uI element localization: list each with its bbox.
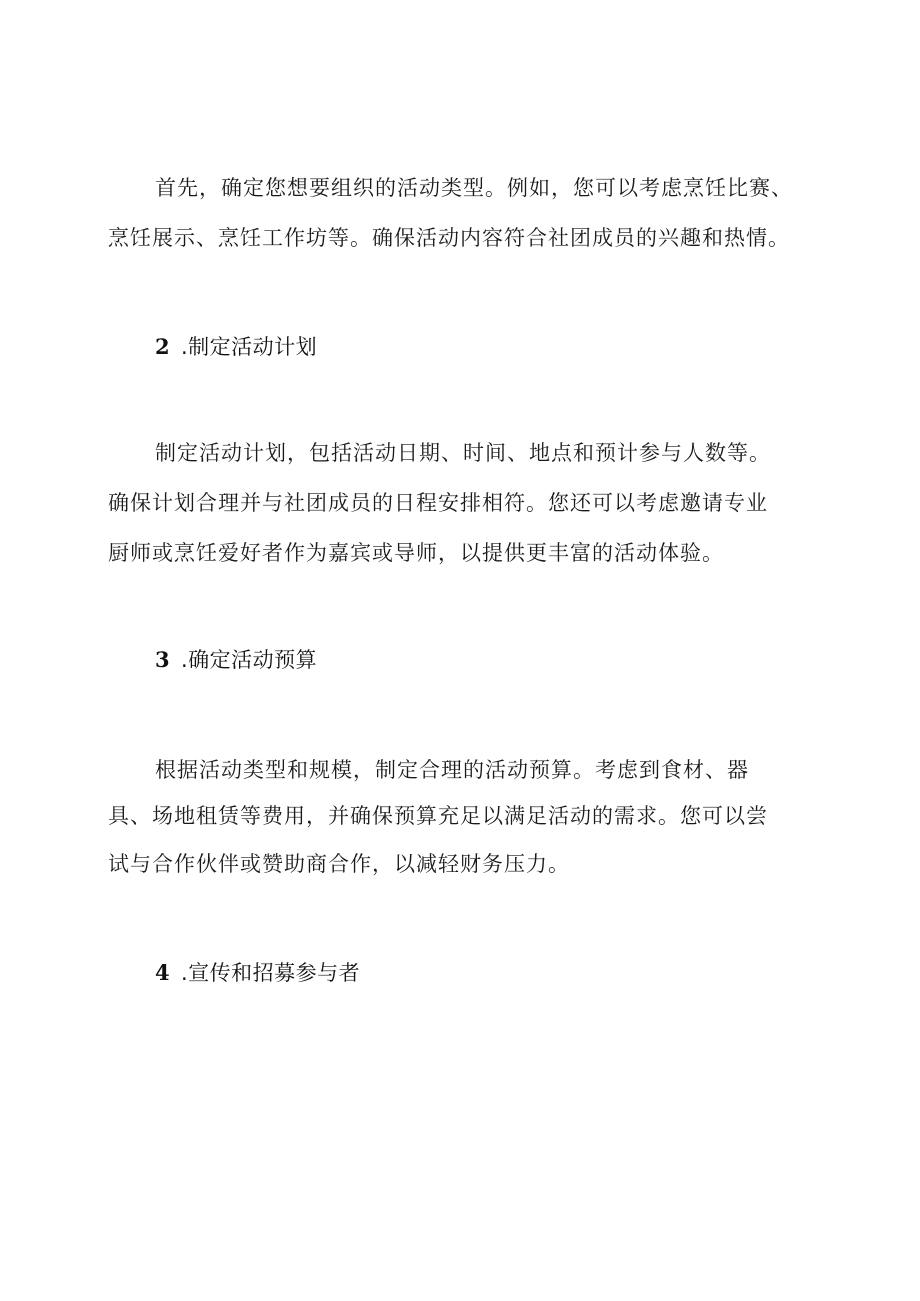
paragraph-line: 厨师或烹饪爱好者作为嘉宾或导师，以提供更丰富的活动体验。 xyxy=(108,541,724,565)
section-number: 3 xyxy=(155,647,171,672)
section-heading-budget xyxy=(155,645,317,675)
section-heading-plan xyxy=(155,332,317,362)
paragraph-line: 烹饪展示、烹饪工作坊等。确保活动内容符合社团成员的兴趣和热情。 xyxy=(108,226,790,250)
paragraph-line: 确保计划合理并与社团成员的日程安排相符。您还可以考虑邀请专业 xyxy=(108,491,768,515)
paragraph-line: 制定活动计划，包括活动日期、时间、地点和预计参与人数等。 xyxy=(155,441,771,465)
paragraph-line: 根据活动类型和规模，制定合理的活动预算。考虑到食材、器 xyxy=(155,758,749,782)
paragraph-line: 首先，确定您想要组织的活动类型。例如，您可以考虑烹饪比赛、 xyxy=(155,176,793,200)
section-heading-promotion xyxy=(155,958,360,988)
section-number: 4 xyxy=(155,960,171,985)
paragraph-line: 具、场地租赁等费用，并确保预算充足以满足活动的需求。您可以尝 xyxy=(108,804,768,828)
section-title: .宣传和招募参与者 xyxy=(181,961,361,985)
paragraph-line: 试与合作伙伴或赞助商合作，以减轻财务压力。 xyxy=(108,852,570,876)
section-title: .制定活动计划 xyxy=(181,335,318,359)
section-number: 2 xyxy=(155,334,171,359)
section-title: .确定活动预算 xyxy=(181,648,318,672)
